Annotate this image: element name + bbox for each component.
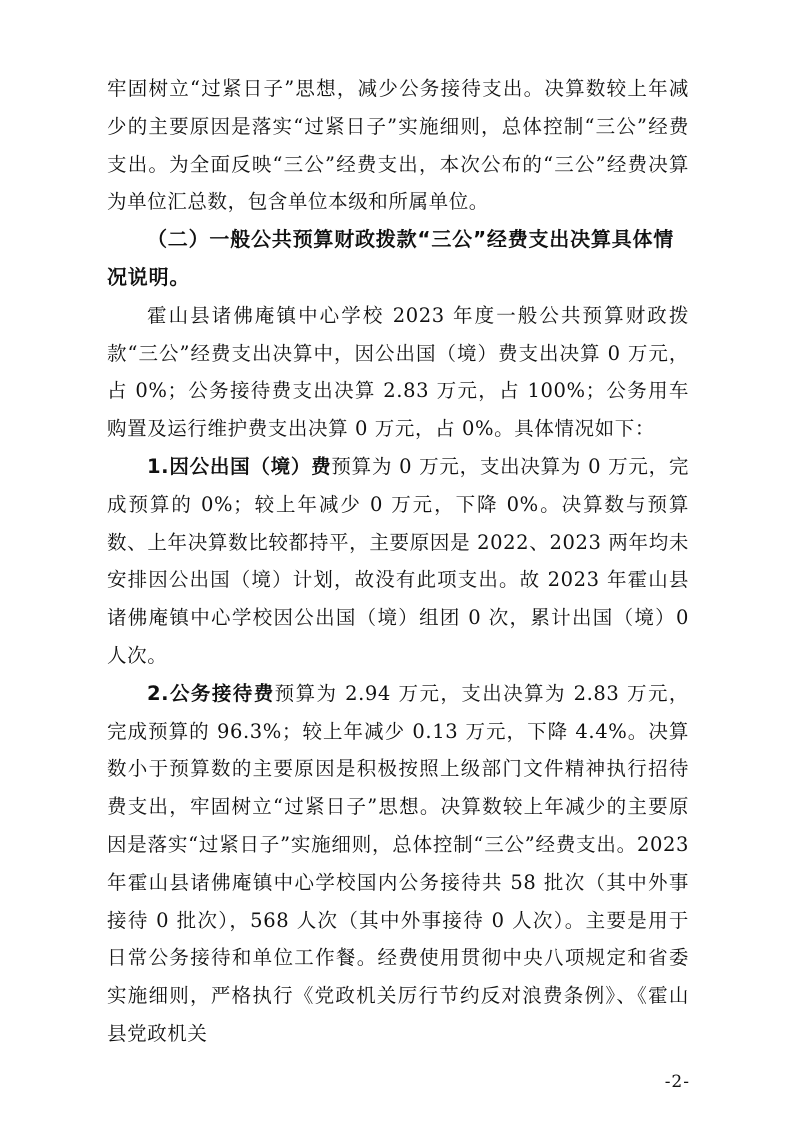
item-1-text: 预算为 0 万元，支出决算为 0 万元，完成预算的 0%；较上年减少 0 万元，下降 0%。决算数与预算数、上年决算数比较都持平，主要原因是 2022、2023 两年均未安排因公出国（境）计划，故没有此项支出。故 2023 年霍山县诸佛庵镇中心学校因公出国（境）组团 0 次，累计出国（境）0 人次。 <box>107 454 689 667</box>
section-heading: （二）一般公共预算财政拨款“三公”经费支出决算具体情况说明。 <box>107 227 675 289</box>
item-2-text: 预算为 2.94 万元，支出决算为 2.83 万元，完成预算的 96.3%；较上年减少 0.13 万元，下降 4.4%。决算数小于预算数的主要原因是积极按照上级部门文件精神执行招待费支出，牢固树立“过紧日子”思想。决算数较上年减少的主要原因是落实“过紧日子”实施细则，总体控制“三公”经费支出。2023 年霍山县诸佛庵镇中心学校国内公务接待共 58 批次（其中外事接待 0 批次），568 人次（其中外事接待 0 人次）。主要是用于日常公务接待和单位工作餐。经费使用贯彻中央八项规定和省委实施细则，严格执行《党政机关厉行节约反对浪费条例》、《霍山县党政机关 <box>107 681 689 1045</box>
page-number: -2- <box>664 1072 690 1092</box>
item-1-lead: 1.因公出国（境）费 <box>147 454 332 478</box>
item-2-paragraph <box>107 675 689 1053</box>
item-1-paragraph <box>107 448 689 675</box>
document-body <box>107 70 689 1053</box>
item-2-lead: 2.公务接待费 <box>147 681 275 705</box>
intro-paragraph: 牢固树立“过紧日子”思想，减少公务接待支出。决算数较上年减少的主要原因是落实“过紧日子”实施细则，总体控制“三公”经费支出。为全面反映“三公”经费支出，本次公布的“三公”经费决算为单位汇总数，包含单位本级和所属单位。 <box>107 77 689 214</box>
summary-paragraph: 霍山县诸佛庵镇中心学校 2023 年度一般公共预算财政拨款“三公”经费支出决算中，因公出国（境）费支出决算 0 万元，占 0%；公务接待费支出决算 2.83 万元，占 100%；公务用车购置及运行维护费支出决算 0 万元，占 0%。具体情况如下： <box>107 303 689 441</box>
